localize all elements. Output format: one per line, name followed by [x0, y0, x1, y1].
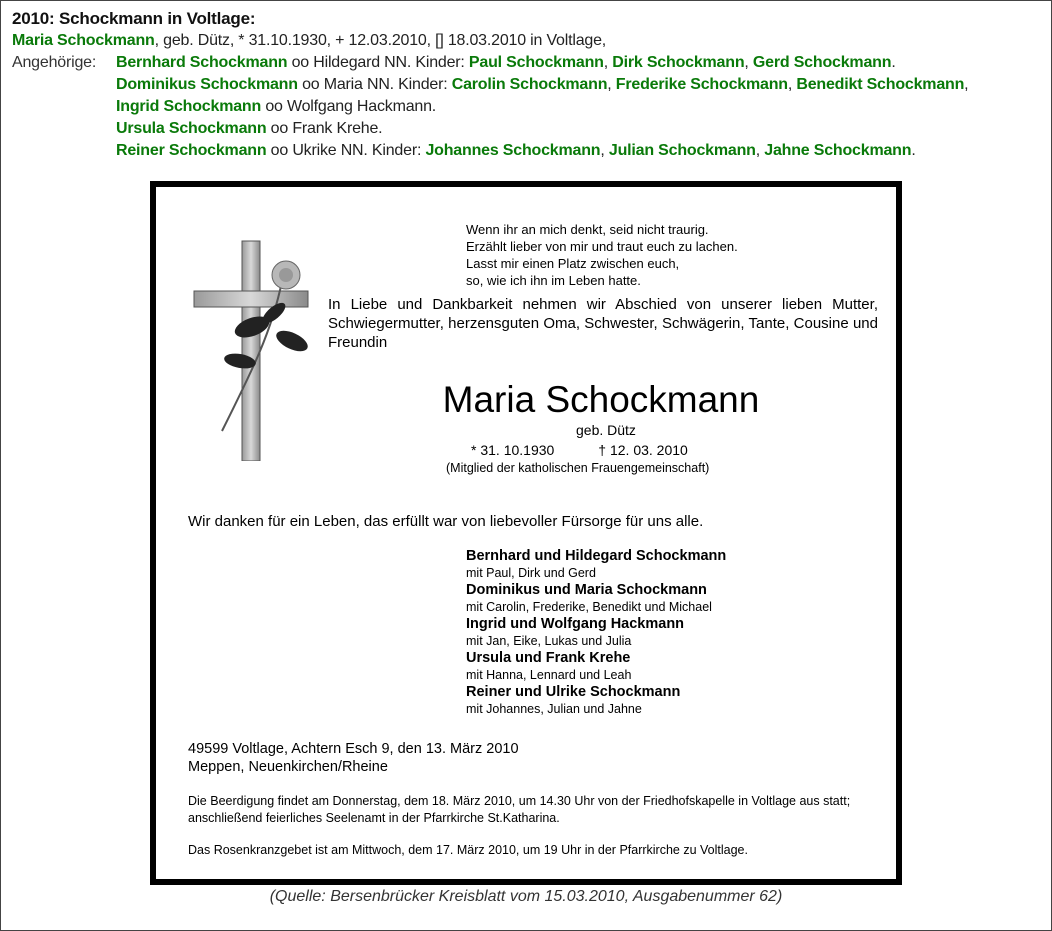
- family-children: mit Paul, Dirk und Gerd: [466, 566, 596, 580]
- poem-line: Wenn ihr an mich denkt, seid nicht traurig.: [466, 222, 709, 237]
- family-list: [466, 547, 726, 717]
- burial-info: Die Beerdigung findet am Donnerstag, dem 18. März 2010, um 14.30 Uhr von der Friedhofskapelle in Voltlage aus statt; anschließend feierliches Seelenamt in der Pfarrkirche St.Katharina.: [188, 794, 851, 825]
- maiden-name: geb. Dütz: [576, 422, 636, 438]
- relative-line: [116, 118, 382, 140]
- family-children: mit Hanna, Lennard und Leah: [466, 668, 632, 682]
- thanks-text: Wir danken für ein Leben, das erfüllt war von liebevoller Fürsorge für uns alle.: [188, 513, 704, 530]
- child-name: Paul Schockmann: [468, 54, 604, 71]
- birth-date: * 31. 10.1930: [471, 442, 555, 458]
- separator: ,: [787, 76, 797, 93]
- address-block: [188, 740, 519, 776]
- main-person-line: [12, 30, 968, 52]
- relative-spouse: oo Maria NN. Kinder:: [297, 76, 452, 93]
- family-names: Ingrid und Wolfgang Hackmann: [466, 616, 685, 632]
- child-name: Frederike Schockmann: [615, 76, 788, 93]
- family-names: Dominikus und Maria Schockmann: [466, 582, 707, 598]
- separator: ,: [755, 142, 765, 159]
- relative-spouse: oo Hildegard NN. Kinder:: [287, 54, 469, 71]
- relative-row: [12, 74, 968, 96]
- obituary-notice: [150, 181, 902, 885]
- poem-line: Erzählt lieber von mir und traut euch zu lachen.: [466, 239, 738, 254]
- relative-row: [12, 118, 968, 140]
- family-names: Reiner und Ulrike Schockmann: [466, 684, 681, 700]
- page-title: 2010: Schockmann in Voltlage:: [12, 9, 256, 28]
- genealogy-header: [12, 8, 968, 162]
- separator: ,: [603, 54, 613, 71]
- source-citation: (Quelle: Bersenbrücker Kreisblatt vom 15.03.2010, Ausgabenummer 62): [269, 888, 783, 905]
- child-name: Julian Schockmann: [608, 142, 756, 159]
- relative-row: [12, 52, 968, 74]
- poem-line: so, wie ich ihn im Leben hatte.: [466, 273, 641, 288]
- child-name: Johannes Schockmann: [425, 142, 601, 159]
- relative-line: [116, 74, 968, 96]
- intro-text: In Liebe und Dankbarkeit nehmen wir Abschied von unserer lieben Mutter, Schwiegermutter, herzensguten Oma, Schwester, Schwägerin, Tante, Cousine und Freundin: [328, 296, 878, 351]
- relatives-label-spacer: [12, 96, 116, 118]
- child-name: Jahne Schockmann: [764, 142, 912, 159]
- separator: ,: [607, 76, 616, 93]
- main-person-name: Maria Schockmann: [12, 32, 155, 49]
- relative-name: Reiner Schockmann: [116, 142, 267, 159]
- relative-name: Ingrid Schockmann: [116, 98, 262, 115]
- relative-row: [12, 140, 968, 162]
- relative-spouse: oo Frank Krehe.: [266, 120, 383, 137]
- relatives-label-spacer: [12, 74, 116, 96]
- cross-with-rose-icon: [192, 231, 312, 461]
- relative-spouse: oo Ukrike NN. Kinder:: [266, 142, 426, 159]
- deceased-name: Maria Schockmann: [442, 379, 760, 420]
- poem-line: Lasst mir einen Platz zwischen euch,: [466, 256, 680, 271]
- relatives-label-spacer: [12, 140, 116, 162]
- family-children: mit Johannes, Julian und Jahne: [466, 702, 642, 716]
- relatives-list: [12, 52, 968, 162]
- line-end: .: [911, 142, 916, 159]
- child-name: Benedikt Schockmann: [796, 76, 965, 93]
- membership-note: (Mitglied der katholischen Frauengemeinschaft): [446, 461, 710, 475]
- relative-spouse: oo Wolfgang Hackmann.: [261, 98, 437, 115]
- relatives-label: Angehörige:: [12, 54, 97, 71]
- relative-row: [12, 96, 968, 118]
- death-date: † 12. 03. 2010: [598, 442, 688, 458]
- separator: ,: [600, 142, 609, 159]
- separator: ,: [744, 54, 753, 71]
- relative-line: [116, 140, 916, 162]
- child-name: Carolin Schockmann: [451, 76, 608, 93]
- relative-line: [116, 96, 436, 118]
- main-person-details: , geb. Dütz, * 31.10.1930, + 12.03.2010, [] 18.03.2010 in Voltlage,: [154, 32, 607, 49]
- line-end: .: [891, 54, 896, 71]
- relative-line: [116, 52, 896, 74]
- child-name: Gerd Schockmann: [752, 54, 892, 71]
- family-names: Ursula und Frank Krehe: [466, 650, 631, 666]
- line-end: ,: [964, 76, 969, 93]
- relatives-label-spacer: [12, 118, 116, 140]
- family-children: mit Jan, Eike, Lukas und Julia: [466, 634, 632, 648]
- family-children: mit Carolin, Frederike, Benedikt und Michael: [466, 600, 712, 614]
- life-dates: [471, 442, 732, 458]
- address-line: Meppen, Neuenkirchen/Rheine: [188, 759, 388, 775]
- address-line: 49599 Voltlage, Achtern Esch 9, den 13. März 2010: [188, 741, 519, 757]
- child-name: Dirk Schockmann: [612, 54, 745, 71]
- relative-name: Ursula Schockmann: [116, 120, 267, 137]
- rosary-info: Das Rosenkranzgebet ist am Mittwoch, dem 17. März 2010, um 19 Uhr in der Pfarrkirche zu Voltlage.: [188, 843, 748, 857]
- poem: [466, 221, 738, 289]
- family-names: Bernhard und Hildegard Schockmann: [466, 548, 727, 564]
- relative-name: Bernhard Schockmann: [116, 54, 288, 71]
- relative-name: Dominikus Schockmann: [116, 76, 298, 93]
